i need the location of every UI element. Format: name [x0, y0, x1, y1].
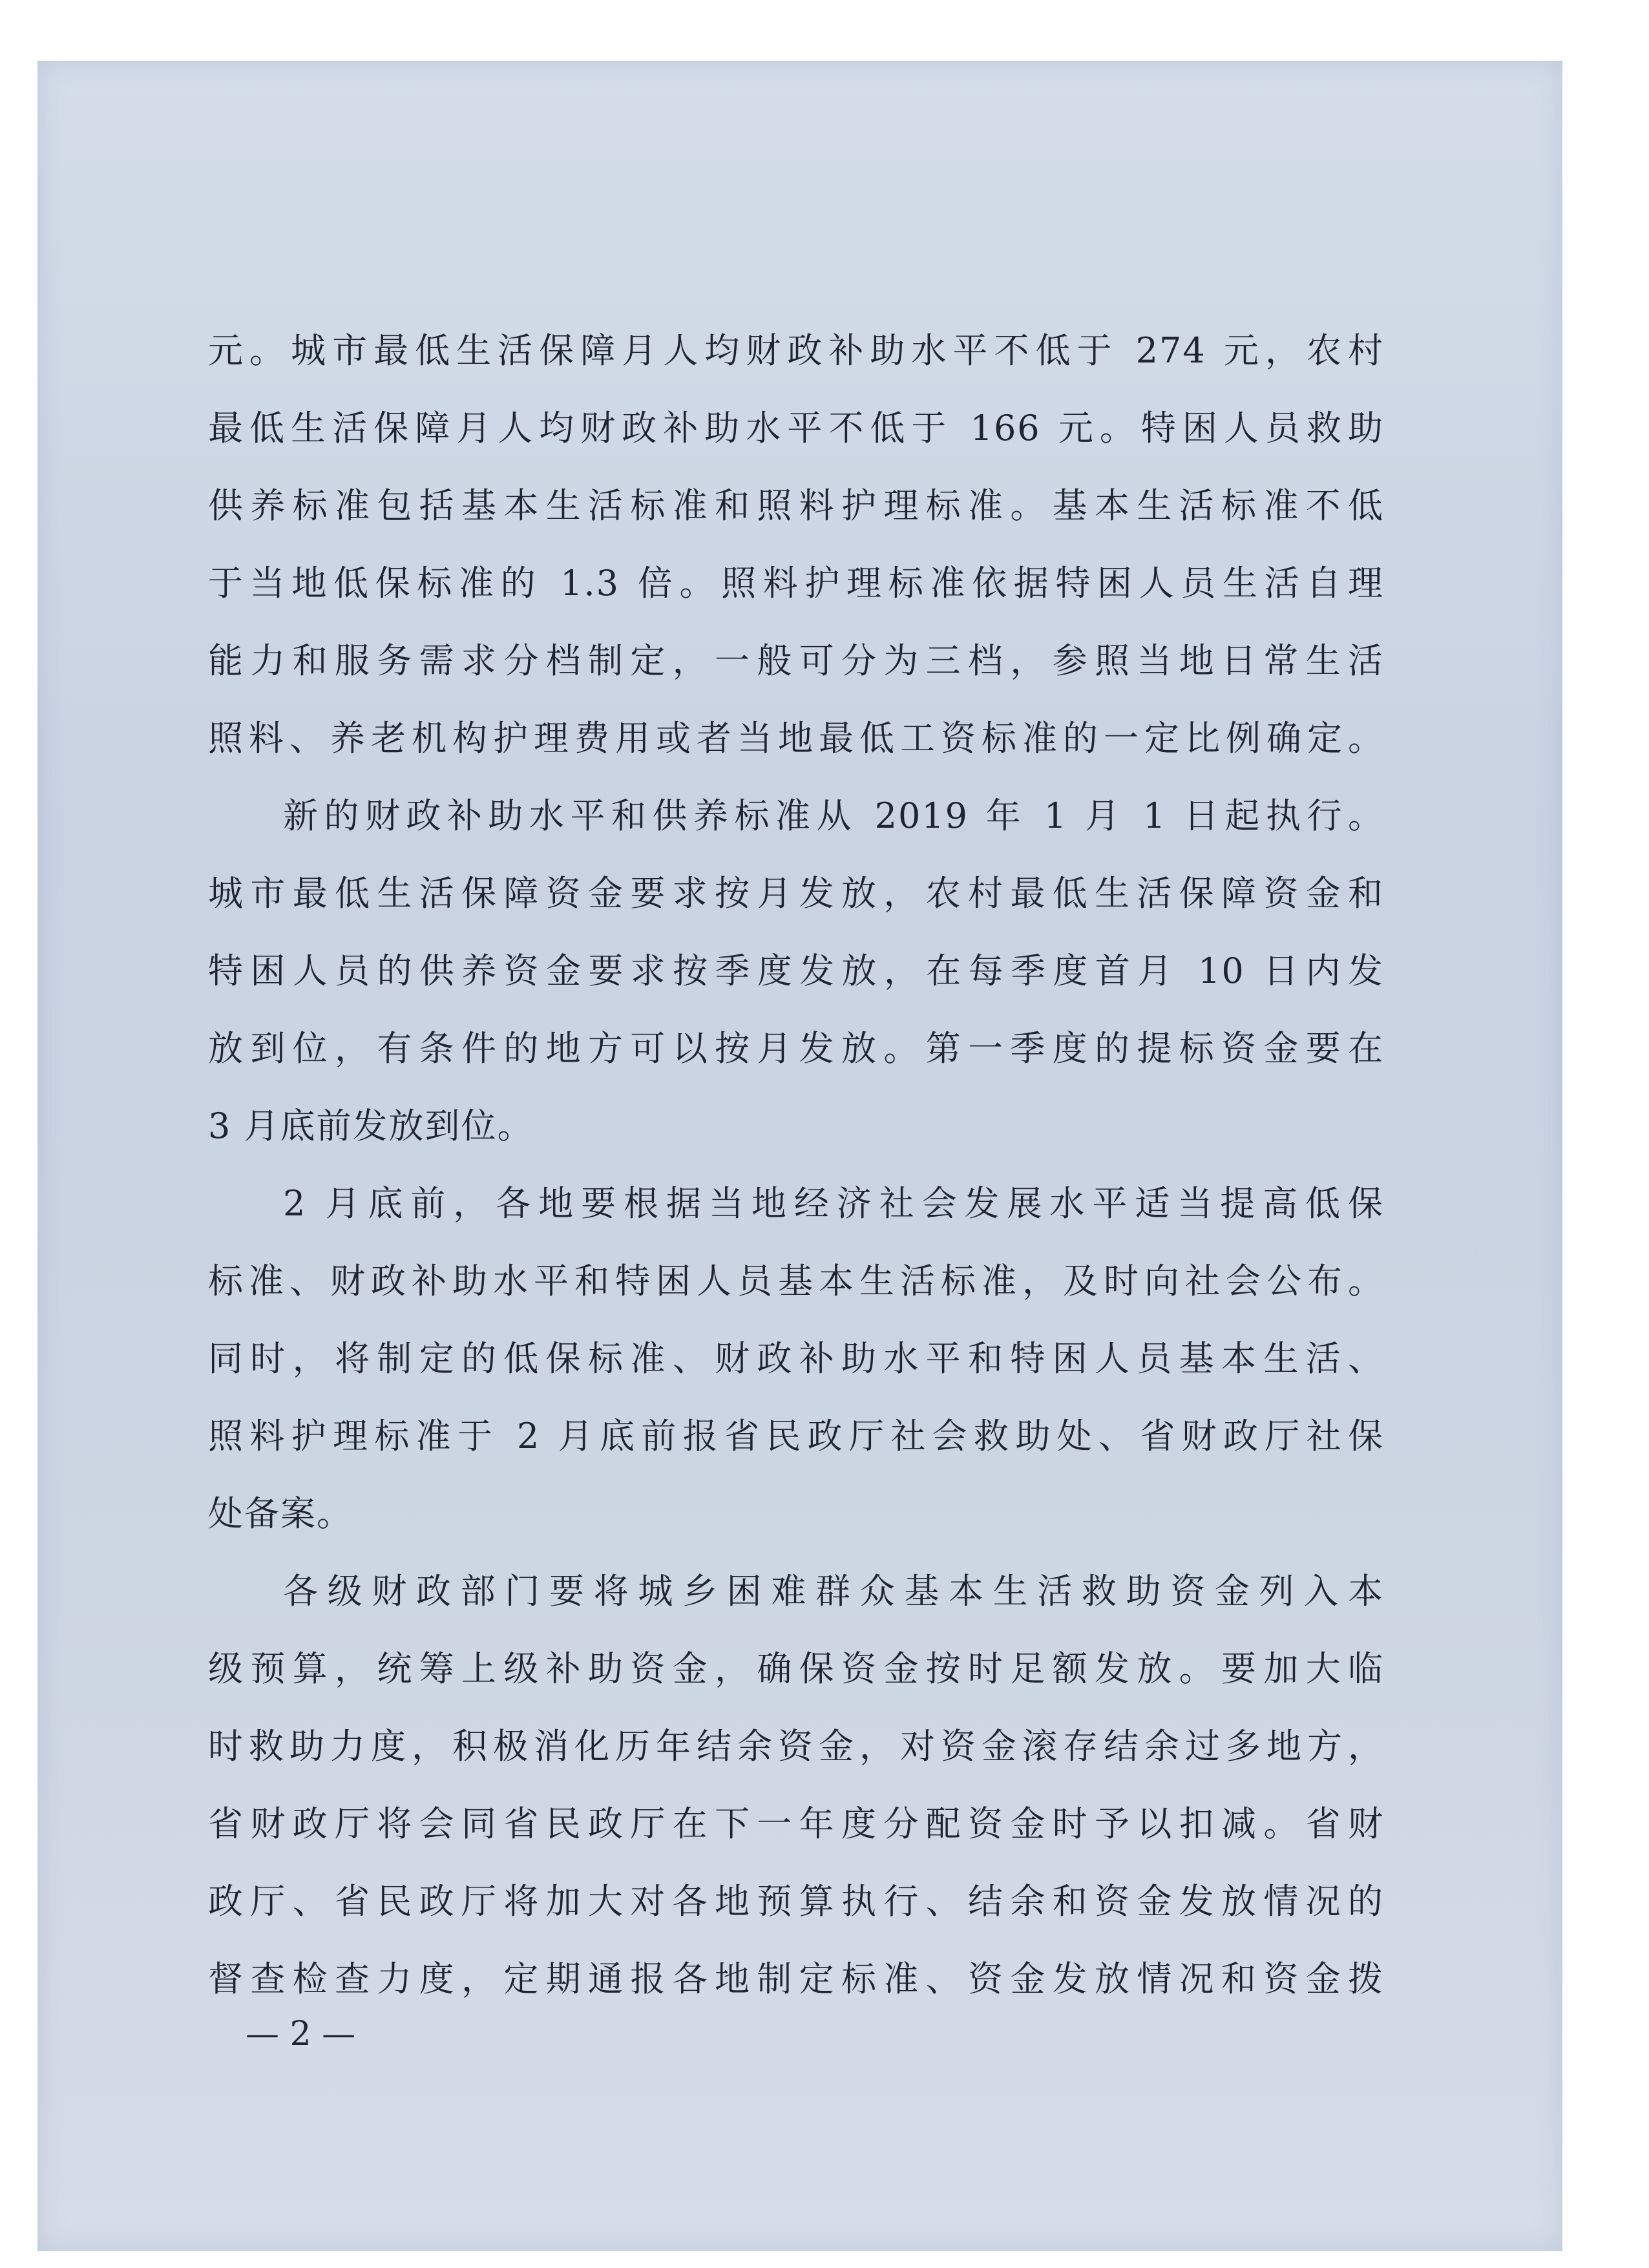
text-line: 放到位，有条件的地方可以按月发放。第一季度的提标资金要在	[208, 1028, 1384, 1069]
text-line: 照料、养老机构护理费用或者当地最低工资标准的一定比例确定。	[208, 718, 1384, 759]
text-line: 时救助力度，积极消化历年结余资金，对资金滚存结余过多地方，	[208, 1726, 1384, 1767]
text-line: 最低生活保障月人均财政补助水平不低于 166 元。特困人员救助	[208, 408, 1384, 448]
text-line: 省财政厅将会同省民政厅在下一年度分配资金时予以扣减。省财	[208, 1803, 1384, 1844]
text-line: 能力和服务需求分档制定，一般可分为三档，参照当地日常生活	[208, 640, 1384, 681]
text-line: 供养标准包括基本生活标准和照料护理标准。基本生活标准不低	[208, 485, 1384, 526]
paragraph-first-line: 各级财政部门要将城乡困难群众基本生活救助资金列入本	[283, 1571, 1384, 1612]
text-line: 元。城市最低生活保障月人均财政补助水平不低于 274 元，农村	[208, 330, 1384, 371]
text-line: 特困人员的供养资金要求按季度发放，在每季度首月 10 日内发	[208, 950, 1384, 991]
text-line: 3 月底前发放到位。	[208, 1106, 534, 1146]
text-line: 标准、财政补助水平和特困人员基本生活标准，及时向社会公布。	[208, 1261, 1384, 1301]
paragraph-first-line: 新的财政补助水平和供养标准从 2019 年 1 月 1 日起执行。	[283, 795, 1384, 836]
text-line: 处备案。	[208, 1493, 353, 1534]
text-line: 照料护理标准于 2 月底前报省民政厅社会救助处、省财政厅社保	[208, 1416, 1384, 1456]
text-line: 城市最低生活保障资金要求按月发放，农村最低生活保障资金和	[208, 873, 1384, 914]
text-line: 同时，将制定的低保标准、财政补助水平和特困人员基本生活、	[208, 1338, 1384, 1379]
text-line: 督查检查力度，定期通报各地制定标准、资金发放情况和资金拨	[208, 1958, 1384, 1999]
text-line: 政厅、省民政厅将加大对各地预算执行、结余和资金发放情况的	[208, 1881, 1384, 1922]
paragraph-first-line: 2 月底前，各地要根据当地经济社会发展水平适当提高低保	[283, 1183, 1384, 1224]
text-line: 级预算，统筹上级补助资金，确保资金按时足额发放。要加大临	[208, 1648, 1384, 1689]
page-number: — 2 —	[246, 2015, 356, 2053]
text-line: 于当地低保标准的 1.3 倍。照料护理标准依据特困人员生活自理	[208, 563, 1384, 604]
